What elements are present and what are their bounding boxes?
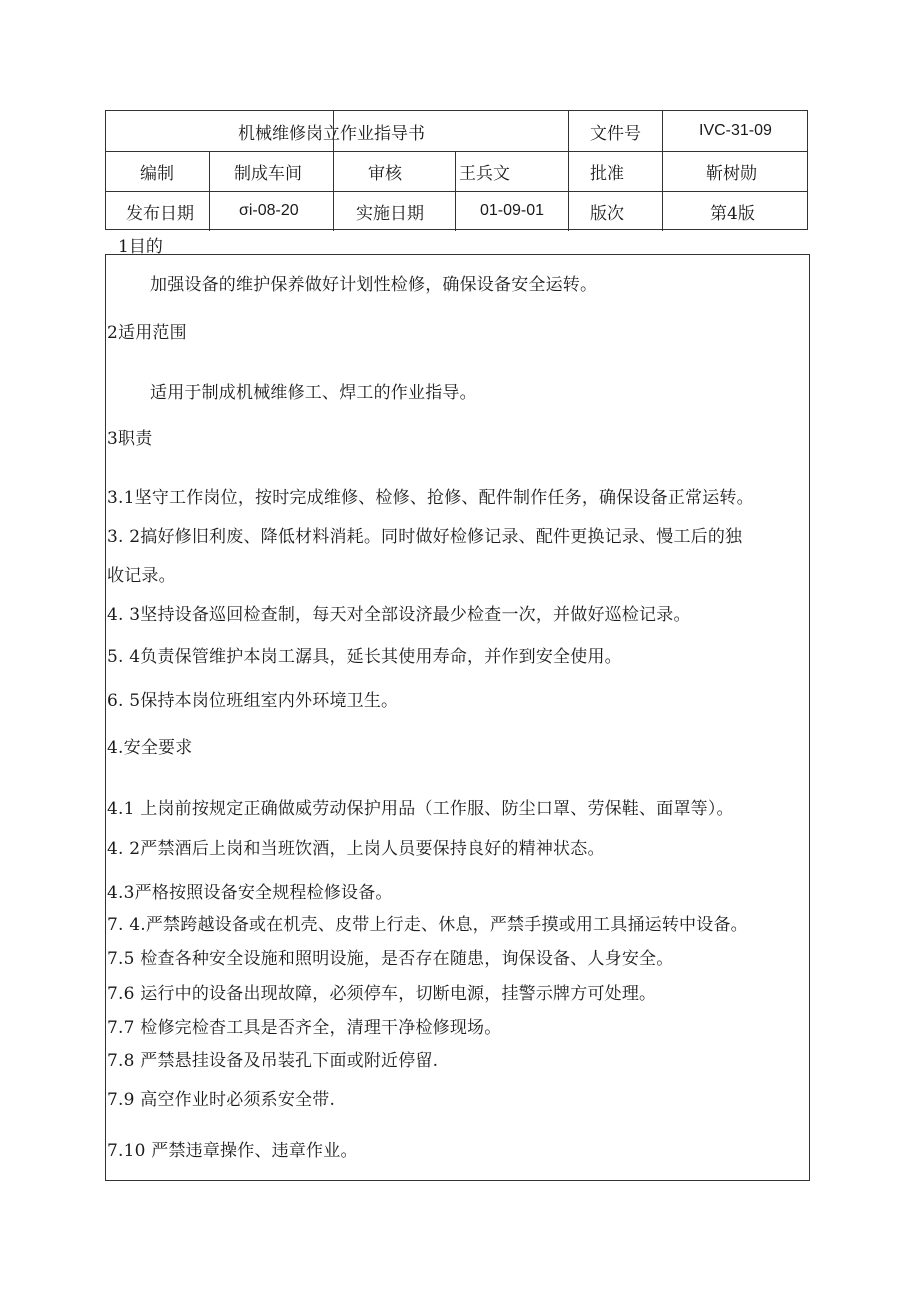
purpose-text: 加强设备的维护保养做好计划性检修，确保设备安全运转。 xyxy=(150,275,598,295)
duty-item: 4. 3坚持设备巡回检查制，每天对全部设济最少检查一次，并做好巡检记录。 xyxy=(107,605,691,625)
safety-item: 7.10 严禁违章操作、违章作业。 xyxy=(107,1141,358,1161)
safety-item: 4. 2严禁酒后上岗和当班饮酒，上岗人员要保持良好的精神状态。 xyxy=(107,839,605,859)
section-title-scope: 2适用范围 xyxy=(107,323,187,343)
header-table xyxy=(105,110,808,230)
duty-item: 3. 2搞好修旧利废、降低材料消耗。同时做好检修记录、配件更换记录、慢工后的独 xyxy=(107,527,743,547)
compiler-label: 编制 xyxy=(140,163,174,184)
approver-value: 靳树勋 xyxy=(706,163,757,184)
duty-item: 6. 5保持本岗位班组室内外环境卫生。 xyxy=(107,691,399,711)
release-date-label: 发布日期 xyxy=(126,203,194,224)
safety-item: 7. 4.严禁跨越设备或在机壳、皮带上行走、休息，严禁手摸或用工具捅运转中设备。 xyxy=(107,915,748,935)
version-value: 第4版 xyxy=(710,203,755,224)
safety-item: 7.7 检修完检杳工具是否齐全，清理干净检修现场。 xyxy=(107,1018,502,1038)
scope-text: 适用于制成机械维修工、焊工的作业指导。 xyxy=(150,383,477,403)
duty-item: 5. 4负责保管维护本岗工潺具，延长其使用寿命，并作到安全使用。 xyxy=(107,647,622,667)
safety-item: 4.1 上岗前按规定正确做威劳动保护用品（工作服、防尘口罩、劳保鞋、面罩等）。 xyxy=(107,799,734,819)
approver-label: 批准 xyxy=(590,163,624,184)
column-divider xyxy=(209,151,210,231)
duty-item-continued: 收记录。 xyxy=(107,566,176,586)
effective-date-value: 01-09-01 xyxy=(480,202,545,219)
column-divider xyxy=(662,111,663,151)
file-number-value: IVC-31-09 xyxy=(699,122,772,139)
document-title: 机械维修岗立作业指导书 xyxy=(238,123,425,144)
section-title-duty: 3职责 xyxy=(107,429,153,449)
column-divider xyxy=(333,151,334,231)
reviewer-value: 王兵文 xyxy=(459,163,510,184)
column-divider xyxy=(662,151,663,231)
section-title-purpose: 1目的 xyxy=(118,237,163,257)
section-title-safety: 4.安全要求 xyxy=(107,738,193,758)
reviewer-label: 审核 xyxy=(368,163,402,184)
safety-item: 4.3严格按照设备安全规程检修设备。 xyxy=(107,883,393,903)
safety-item: 7.5 检查各种安全设施和照明设施，是否存在随患，询保设备、人身安全。 xyxy=(107,949,674,969)
safety-item: 7.8 严禁悬挂设备及吊装孔下面或附近停留. xyxy=(107,1051,439,1071)
file-number-label: 文件号 xyxy=(590,123,641,144)
release-date-value: σi-08-20 xyxy=(239,202,299,219)
compiler-value: 制成车间 xyxy=(234,163,302,184)
column-divider xyxy=(568,151,569,231)
row-divider xyxy=(106,191,807,192)
safety-item: 7.9 高空作业时必须系安全带. xyxy=(107,1090,336,1110)
row-divider xyxy=(106,151,807,152)
effective-date-label: 实施日期 xyxy=(356,203,424,224)
column-divider xyxy=(455,151,456,231)
version-label: 版次 xyxy=(590,203,624,224)
column-divider xyxy=(568,111,569,151)
duty-item: 3.1坚守工作岗位，按时完成维修、检修、抢修、配件制作任务，确保设备正常运转。 xyxy=(107,488,754,508)
safety-item: 7.6 运行中的设备出现故障，必须停车，切断电源，挂警示牌方可处理。 xyxy=(107,984,657,1004)
